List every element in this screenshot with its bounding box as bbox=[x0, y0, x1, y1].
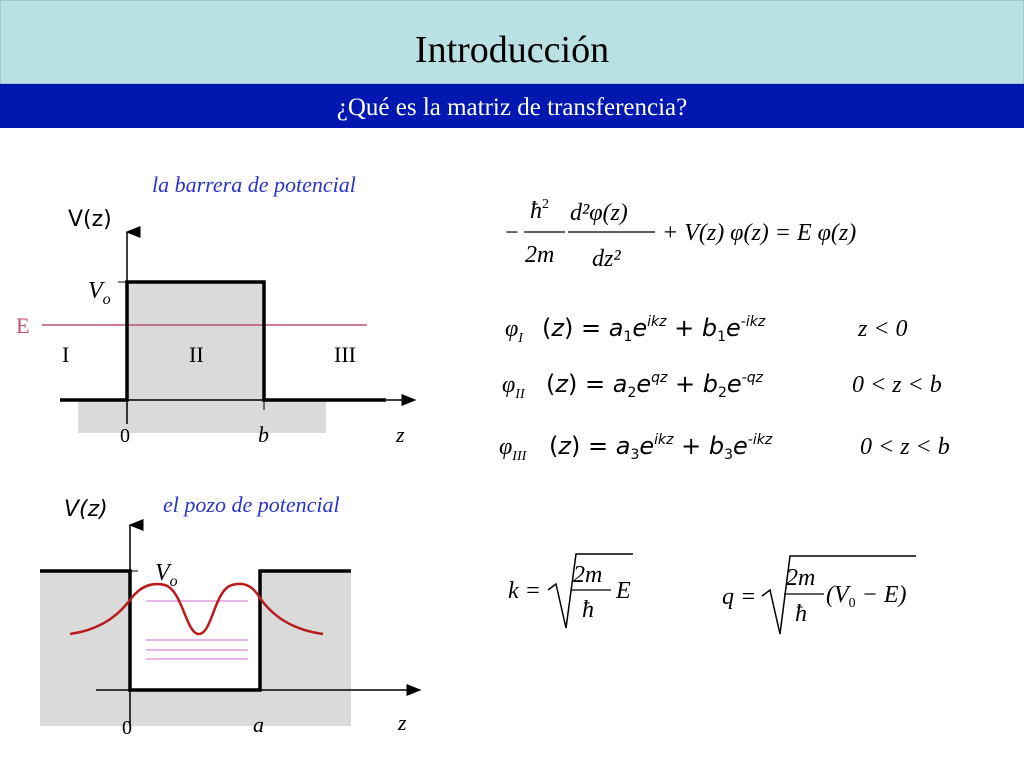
svg-text:dz²: dz² bbox=[592, 246, 621, 272]
svg-text:(z) = a1eikz + b1e-ikz: $(z) = a_1e^{ikz} + b_1e^{-ikz}$ bbox=[542, 314, 766, 345]
well-v0-label: $V_o$ bbox=[155, 560, 178, 590]
well-tick-0: 0 bbox=[122, 717, 132, 739]
solution-1-condition: z < 0 bbox=[858, 316, 908, 342]
solution-3-condition: 0 < z < b bbox=[860, 434, 950, 460]
barrier-tick-0: 0 bbox=[120, 425, 130, 447]
barrier-y-label: V(z) bbox=[68, 207, 112, 232]
barrier-shade bbox=[127, 282, 264, 400]
k-definition bbox=[508, 554, 633, 628]
well-y-label: V(z) bbox=[64, 497, 108, 522]
well-caption: el pozo de potencial bbox=[163, 492, 340, 517]
barrier-energy-label: E bbox=[16, 313, 30, 338]
solution-2-condition: 0 < z < b bbox=[852, 372, 942, 398]
svg-text:2m: 2m bbox=[573, 562, 603, 588]
solution-row-3 bbox=[499, 432, 950, 464]
svg-text:+ V(z) φ(z) = E φ(z): + V(z) φ(z) = E φ(z) bbox=[662, 220, 857, 246]
svg-text:2m: 2m bbox=[786, 565, 816, 591]
well-bottom-shade bbox=[130, 690, 260, 726]
solutions bbox=[499, 314, 950, 464]
svg-text:−: − bbox=[505, 220, 519, 246]
barrier-region-I: I bbox=[62, 342, 70, 367]
schrodinger-equation bbox=[505, 197, 856, 272]
svg-text:2m: 2m bbox=[525, 242, 555, 268]
solution-row-2 bbox=[502, 370, 942, 402]
barrier-region-III: III bbox=[334, 342, 356, 367]
svg-text:E: E bbox=[616, 578, 631, 604]
hbar-squared: $ħ^2$ bbox=[530, 197, 549, 224]
svg-text:k =: k = bbox=[508, 578, 541, 604]
well-tick-a: a bbox=[253, 712, 264, 737]
slide-title: Introducción bbox=[414, 29, 610, 71]
svg-text:(V0 − E): $(V_0 - E)$ bbox=[826, 582, 907, 611]
solution-row-1 bbox=[505, 314, 908, 346]
svg-text:φII: $\varphi_{II}$ bbox=[502, 372, 525, 402]
svg-text:ħ: ħ bbox=[795, 601, 807, 627]
svg-text:ħ: ħ bbox=[582, 597, 594, 623]
q-definition bbox=[722, 556, 916, 634]
well-diagram bbox=[40, 492, 420, 739]
svg-text:(z) = a3eikz + b3e-ikz: $(z) = a_3e^{ikz} + b_3e^{-ikz}$ bbox=[549, 432, 773, 463]
barrier-tick-b: b bbox=[258, 422, 269, 447]
barrier-region-II: II bbox=[189, 342, 204, 367]
svg-text:φIII: $\varphi_{III}$ bbox=[499, 434, 527, 464]
barrier-v0-label: $V_o$ bbox=[88, 278, 111, 308]
svg-text:q =: q = bbox=[722, 584, 757, 610]
svg-text:d²φ(z): d²φ(z) bbox=[570, 200, 628, 226]
well-x-label: z bbox=[398, 710, 407, 735]
barrier-x-label: z bbox=[396, 422, 405, 447]
svg-text:(z) = a2eqz + b2e-qz: $(z) = a_2e^{qz} + b_2e^{-qz}$ bbox=[546, 370, 763, 401]
barrier-caption: la barrera de potencial bbox=[152, 172, 356, 197]
barrier-base-shade bbox=[78, 400, 326, 433]
barrier-diagram bbox=[16, 172, 415, 447]
slide-subtitle: ¿Qué es la matriz de transferencia? bbox=[336, 94, 688, 121]
svg-text:φI: $\varphi_I$ bbox=[505, 316, 523, 346]
header bbox=[0, 0, 1024, 128]
well-left-shade bbox=[40, 571, 130, 726]
well-right-shade bbox=[260, 571, 351, 726]
